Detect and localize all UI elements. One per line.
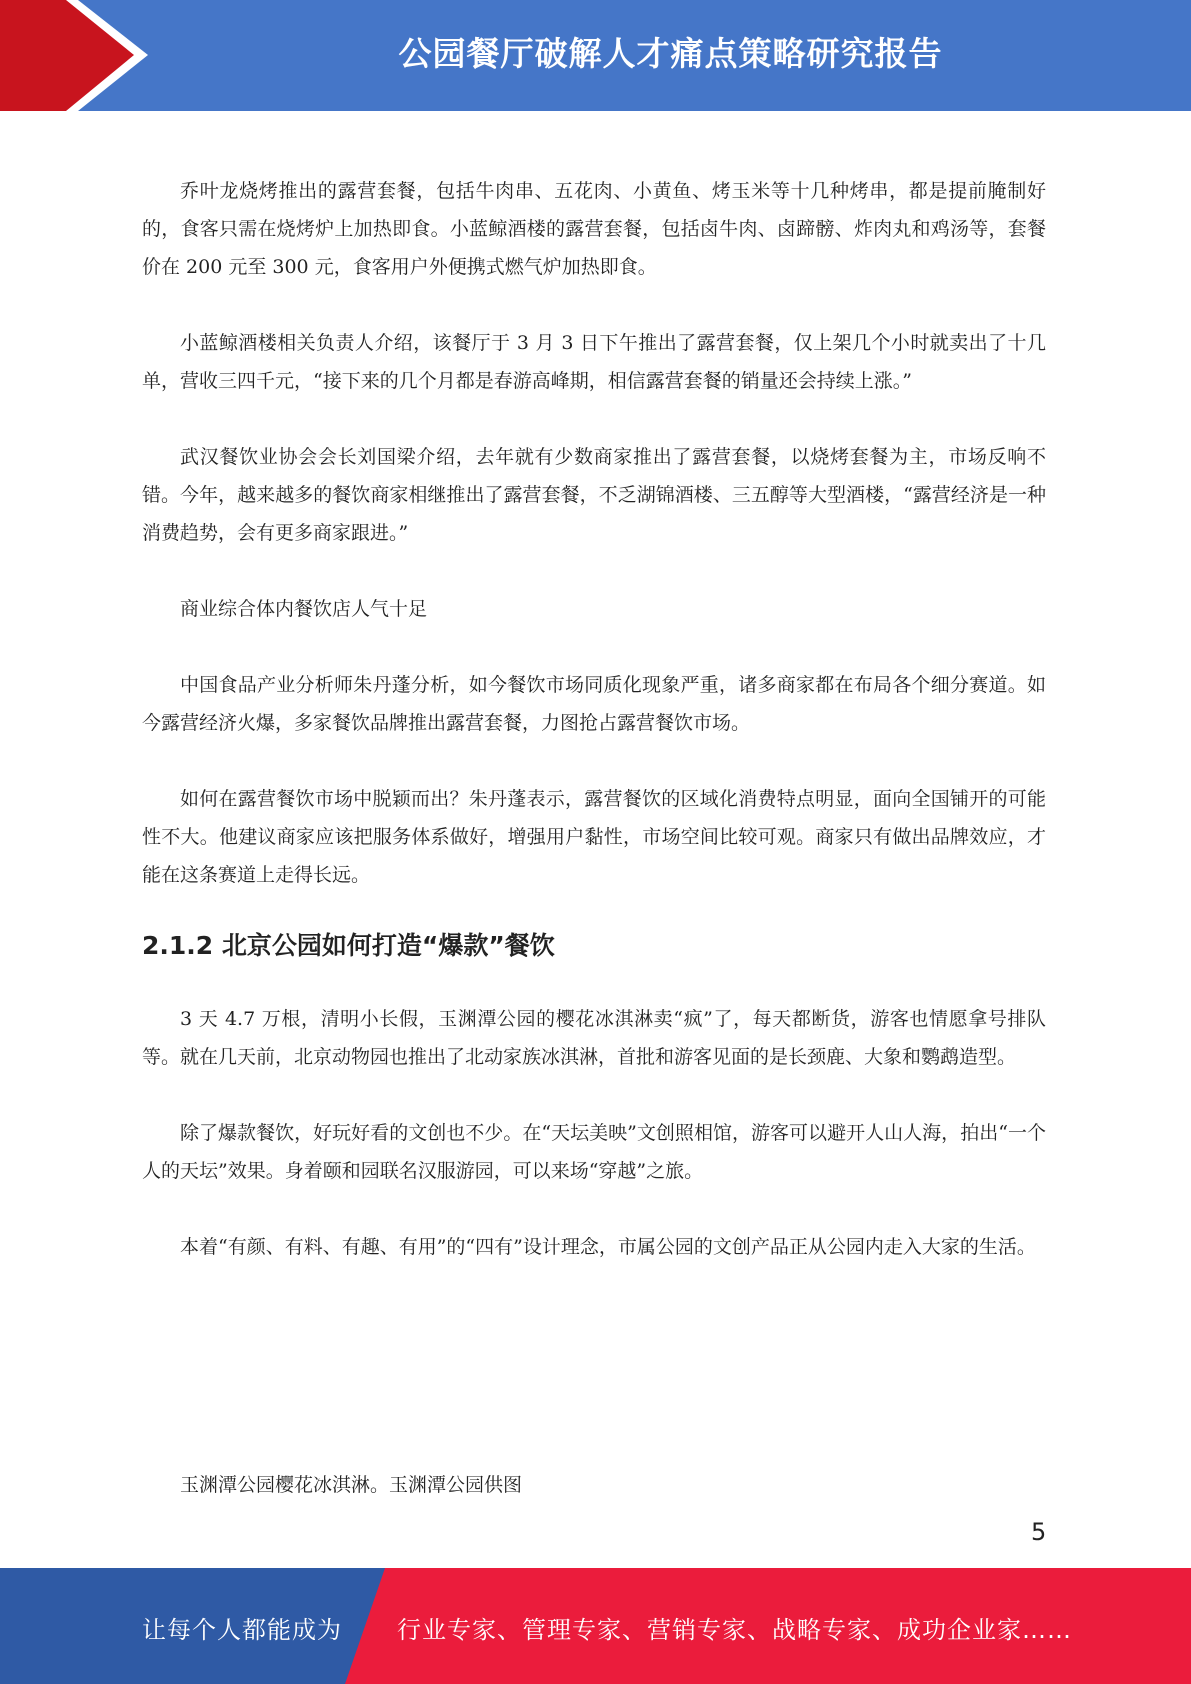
header-band — [0, 0, 1191, 111]
paragraph: 武汉餐饮业协会会长刘国梁介绍，去年就有少数商家推出了露营套餐，以烧烤套餐为主，市场反响不错。今年，越来越多的餐饮商家相继推出了露营套餐，不乏湖锦酒楼、三五醇等大型酒楼，“露营经济是一种消费趋势，会有更多商家跟进。” — [142, 446, 1046, 544]
paragraph: 3 天 4.7 万根，清明小长假，玉渊潭公园的樱花冰淇淋卖“疯”了，每天都断货，游客也情愿拿号排队等。就在几天前，北京动物园也推出了北动家族冰淇淋，首批和游客见面的是长颈鹿、大象和鹦鹉造型。 — [142, 1008, 1046, 1068]
footer-slogan-right: 行业专家、管理专家、营销专家、战略专家、成功企业家…… — [397, 1616, 1072, 1644]
paragraph: 如何在露营餐饮市场中脱颖而出？朱丹蓬表示，露营餐饮的区域化消费特点明显，面向全国铺开的可能性不大。他建议商家应该把服务体系做好，增强用户黏性，市场空间比较可观。商家只有做出品牌效应，才能在这条赛道上走得长远。 — [142, 788, 1046, 886]
paragraph: 中国食品产业分析师朱丹蓬分析，如今餐饮市场同质化现象严重，诸多商家都在布局各个细分赛道。如今露营经济火爆，多家餐饮品牌推出露营套餐，力图抢占露营餐饮市场。 — [142, 674, 1046, 734]
paragraph: 本着“有颜、有料、有趣、有用”的“四有”设计理念，市属公园的文创产品正从公园内走入大家的生活。 — [180, 1236, 1036, 1258]
footer-band — [0, 1568, 1191, 1684]
paragraph-subtitle: 商业综合体内餐饮店人气十足 — [180, 598, 428, 620]
document-body — [142, 172, 1046, 1304]
page-number: 5 — [1031, 1518, 1047, 1546]
section-heading: 2.1.2 北京公园如何打造“爆款”餐饮 — [142, 931, 555, 960]
paragraph: 除了爆款餐饮，好玩好看的文创也不少。在“天坛美映”文创照相馆，游客可以避开人山人海，拍出“一个人的天坛”效果。身着颐和园联名汉服游园，可以来场“穿越”之旅。 — [142, 1122, 1046, 1182]
footer-slogan-left: 让每个人都能成为 — [142, 1616, 342, 1644]
paragraph: 乔叶龙烧烤推出的露营套餐，包括牛肉串、五花肉、小黄鱼、烤玉米等十几种烤串，都是提前腌制好的，食客只需在烧烤炉上加热即食。小蓝鲸酒楼的露营套餐，包括卤牛肉、卤蹄髈、炸肉丸和鸡汤等，套餐价在 200 元至 300 元，食客用户外便携式燃气炉加热即食。 — [142, 180, 1046, 278]
paragraph: 小蓝鲸酒楼相关负责人介绍，该餐厅于 3 月 3 日下午推出了露营套餐，仅上架几个小时就卖出了十几单，营收三四千元，“接下来的几个月都是春游高峰期，相信露营套餐的销量还会持续上涨。” — [142, 332, 1046, 392]
report-title: 公园餐厅破解人才痛点策略研究报告 — [398, 34, 943, 73]
image-caption: 玉渊潭公园樱花冰淇淋。玉渊潭公园供图 — [180, 1474, 523, 1496]
